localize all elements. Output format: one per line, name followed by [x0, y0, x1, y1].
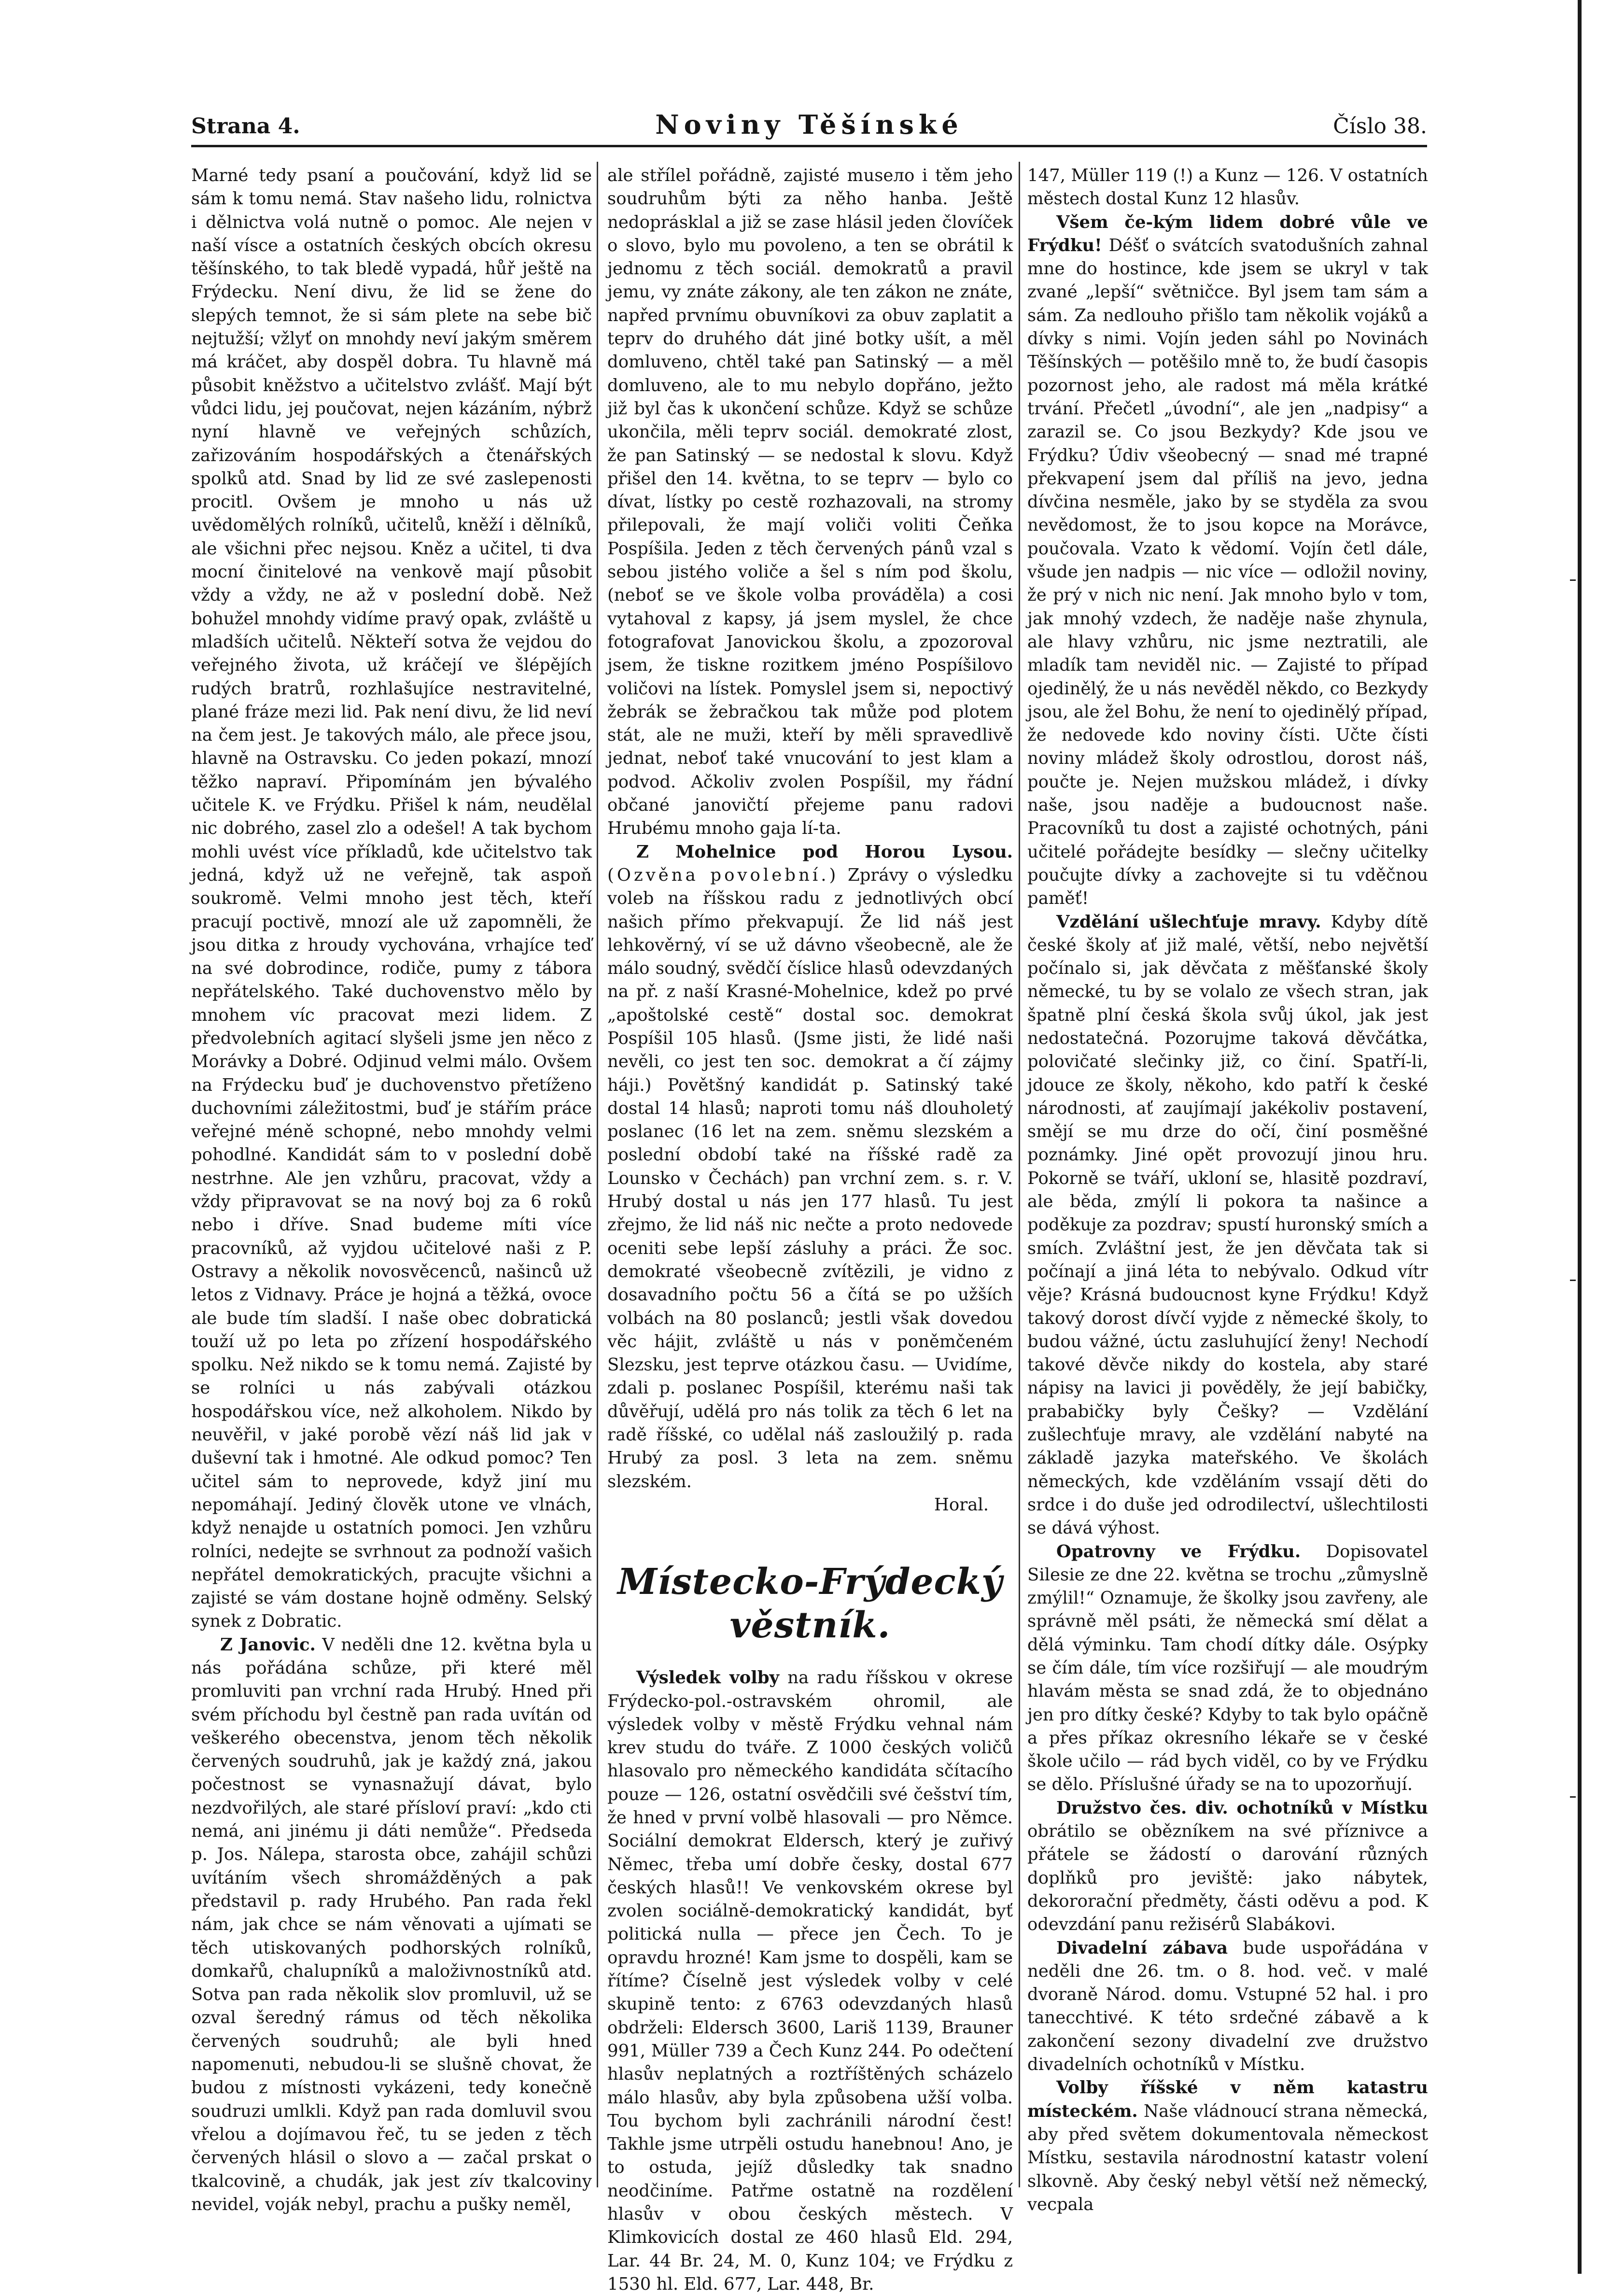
article-body: na radu říšskou v okrese Frýdecko-pol.-ostravském ohromil, ale výsledek volby v městě Frýdku vehnal nám krev studu do tváře. Z 1000 českých voličů hlasovalo pro německého kandidáta sčítacího pouze — 126, ostatní osvědčili své češství tím, že hned v první volbě hlasovali — pro Němce. Sociální demokrat Eldersch, který je zuřivý Němec, třeba umí dobře česky, dostal 677 českých hlasů!! Ve venkovském okrese byl zvolen sociálně-demokratický kandidát, byť politická nulla — přece jen Čech. To je opravdu hrozné! Kam jsme to dospěli, kam se řítíme? Číselně jest výsledek volby v celé skupině tento: z 6763 odevzdaných hlasů obdrželi: Eldersch 3600, Lariš 1139, Brauner 991, Müller 739 a Čech Kunz 244. Po odečtení hlasův neplatných a roztříštěných scházelo málo hlasův, aby byla způsobena užší volba. Tou bychom byli zachránili národní čest! Takhle jsme utrpěli ostudu hanebnou! Ano, je to ostuda, jejíž důsledky tak snadno neodčiníme. Patřme ostatně na rozdělení hlasův v obou českých městech. V Klimkovicích dostal ze 460 hlasů Eld. 294, Lar. 44 Br. 24, M. 0, Kunz 104; ve Frýdku z 1530 hl. Eld. 677, Lar. 448, Br.: [607, 1668, 1013, 2294]
article-text: [607, 841, 1013, 1493]
article-body: Zprávy o výsledku voleb na říšskou radu z jednotlivých obcí našich přímo překvapují. Že lid náš jest lehkověrný, ví se už dávno všeobecně, ale že málo soudný, svědčí číslice hlasů odevzdaných na př. z naší Krasné-Mohelnice, kdež po prvé „apoštolské cestě“ dostal soc. demokrat Pospíšil 105 hlasů. (Jsme jisti, že lidé naši nevěli, co jest ten soc. demokrat a čí zájmy háji.) Povětšný kandidát p. Satinský také dostal 14 hlasů; naproti tomu náš dlouholetý poslanec (16 let na zem. sněmu slezském a poslední období také na říšské radě za Lounsko v Čechách) pan vrchní zem. s. r. V. Hrubý dostal u nás jen 177 hlasů. Tu jest zřejmo, že lid náš nic nečte a proto nedovede oceniti sebe lepší zásluhy a práci. Že soc. demokraté všeobecně zvítězili, je vidno z dosavadního počtu 56 a čítá se po užších volbách na 80 poslanců; jestli však dovedou věc hájit, zvláště u nás v poněmčeném Slezsku, jest teprve otázkou času. — Uvidíme, zdali p. poslanec Pospíšil, kterému naši tak důvěřují, udělá pro nás tolik za těch 6 let na radě říšské, co udělal náš zasloužilý p. rada Hrubý za posl. 3 leta na zem. sněmu slezském.: [607, 865, 1013, 1492]
page-number: Strana 4.: [191, 114, 300, 139]
article-body: obrátilo se obězníkem na své příznivce a přátele se žádostí o darování různých doplňků pro jeviště: jako nábytek, dekororační předměty, části oděvu a pod. K odevzdání panu režisérů Slabákovi.: [1027, 1821, 1428, 1935]
article-heading: Opatrovny ve Frýdku.: [1056, 1541, 1301, 1562]
article-text: [1027, 1797, 1428, 1937]
article-heading: Družstvo čes. div. ochotníků v Místku: [1056, 1798, 1428, 1818]
column-3: [1027, 164, 1428, 2214]
article-text: Marné tedy psaní a poučování, když lid se sám k tomu nemá. Stav našeho lidu, rolnictva i dělnictva volá nutně o pomoc. Ale nejen v naší vísce a ostatních českých obcích okresu těšínského, to tak bledě vypadá, hůř ještě na Frýdecku. Není divu, že lid se žene do slepých temnot, že si sám plete na sebe bič nejtužší; vžlyť on mnohdy neví jakým směrem má kráčet, aby dospěl dobra. Tu hlavně má působit kněžstvo a učitelstvo zvlášť. Mají být vůdci lidu, jej poučovat, nejen kázáním, nýbrž nyní hlavně ve veřejných schůzích, zařizováním hospodářských a čtenářských spolků atd. Snad by lid ze své zaslepenosti procitl. Ovšem je mnoho u nás už uvědomělých rolníků, učitelů, kněží i dělníků, ale všichni přec nejsou. Kněz a učitel, ti dva mocní činitelové na venkově mají působit vždy a vždy, ne až v poslední době. Než bohužel mnohdy vidíme pravý opak, zvláště u mladších učitelů. Někteří sotva že vejdou do veřejného života, už kráčejí ve šlépějích rudých bratrů, rozhlašujíce nestravitelné, plané fráze mezi lid. Pak není divu, že lid neví na čem jest. Je takových málo, ale přece jsou, hlavně na Ostravsku. Co jeden pokazí, mnozí těžko napraví. Připomínám jen bývalého učitele K. ve Frýdku. Přišel k nám, neudělal nic dobrého, zasel zlo a odešel! A tak bychom mohli uvést více příkladů, kde učitelstvo tak jedná, když už ne veřejně, tak aspoň soukromě. Velmi mnoho jest těch, kteří pracují poctivě, mnozí ale už zapomněli, že jsou ditka z hroudy vychována, vrhajíce teď na své dobrodince, rodiče, pumy z tábora nepřátelského. Také duchovenstvo mělo by mnohem víc pracovat mezi lidem. Z předvolebních agitací slyšeli jsme jen něco z Morávky a Dobré. Odjinud velmi málo. Ovšem na Frýdecku buď je duchovenstvo přetíženo duchovními záležitostmi, buď je stářím práce veřejné méně schopné, nebo mnohdy velmi pohodlné. Kandidát sám to v poslední době nestrhne. Ale jen vzhůru, pracovat, vždy a vždy připravovat se na nový boj za 6 roků nebo i dříve. Snad budeme míti více pracovníků, až vyjdou učitelové naši z P. Ostravy a několik novosvěcenců, našinců už letos z Vidnavy. Práce je hojná a těžká, ovoce ale bude tím sladší. I naše obec dobratická touží už po leta po zřízení hospodářského spolku. Než nikdo se k tomu nemá. Zajisté by se rolníci u nás zabývali otázkou hospodářskou více, než alkoholem. Nikdo by neuvěřil, v jaké porobě vězí náš lid jak v duševní tak i hmotné. Ale odkud pomoc? Ten učitel sám to neprovede, když jiní mu nepomáhají. Jediný člověk utone ve vlnách, když nenajde u ostatních pomoci. Jen vzhůru rolníci, nedejte se svrhnout za podnoží vašich nepřátel demokratických, pracujte všichni a zajisté se vám dostane hojně odměny. Selský synek z Dobratic.: [191, 166, 592, 1632]
article-body: bude uspořádána v neděli dne 26. tm. o 8. hod. več. v malé dvoraně Národ. domu. Vstupné 52 hal. i pro tanecchtivé. K této srdečné zábavě a k zakončení sezony divadelní zve družstvo divadelních ochotníků v Místku.: [1027, 1938, 1428, 2075]
page-edge-line: [1578, 0, 1582, 2274]
column-divider: [1019, 162, 1020, 2187]
column-divider: [597, 162, 598, 2187]
article-text: [191, 1634, 592, 2216]
article-heading: Z Mohelnice pod Horou Lysou.: [636, 842, 1013, 862]
article-body: Naše vládnoucí strana německá, aby před světem dokumentovala německost Místku, sestavila národnostní katastr volení slkovně. Aby český nebyl větší než německý, vecpala: [1027, 2101, 1428, 2214]
article-text: [607, 1666, 1013, 2296]
article-heading: Výsledek volby: [636, 1668, 780, 1688]
column-1: [191, 164, 592, 2214]
section-title: Místecko-Frýdecký věstník.: [617, 1561, 1003, 1647]
article-text: [1027, 211, 1428, 911]
article-body: Kdyby dítě české školy ať již malé, větší, nebo největší počínalo si, jak děvčata z měšťanské školy německé, tu by se volalo ze všech stran, jak špatně plní česká škola svůj úkol, jak jest nedostatečná. Pozorujme taková děvčátka, polovičaté slečinky již, co činí. Spatří-li, jdouce ze školy, někoho, kdo patří k české národnosti, ať zaujímají jakékoliv postavení, smějí se mu drze do očí, činí posměšné poznámky. Jiné opět provozují jinou hru. Pokorně se tváří, ukloní se, hlasitě pozdraví, ale běda, zmýlí li pokora ta našince a poděkuje za pozdrav; spustí huronský smích a smích. Zvláštní jest, že jen děvčata tak si počínají a jiná léta to nebývalo. Odkud vítr věje? Krásná budoucnost kyne Frýdku! Když takový dorost dívčí vyjde z německé školy, to budou vážné, úctu zasluhující ženy! Nechodí takové děvče nikdy do kostela, aby staré nápisy na lavici ji pověděly, že její babičky, prababičky byly Češky? — Vzdělání zušlechťuje mravy, ale vzdělání nabyté na základě jazyka mateřského. Ve školách německých, kde vzděláním vssají děti do srdce i do duše jed odrodilectví, ušlechtilosti se dává výhost.: [1027, 912, 1428, 1538]
article-heading: Volby říšské v něm katastru místeckém.: [1027, 2078, 1428, 2121]
article-body: Déšť o svátcích svatodušních zahnal mne do hostince, kde jsem se ukryl v tak zvané „lepší“ světničce. Byl jsem tam sám a sám. Za nedlouho přišlo tam několik vojáků a dívky s nimi. Vojín jeden sáhl po Novinách Těšínských — potěšilo mně to, že budí časopis pozornost jeho, ale radost má měla krátké trvání. Přečetl „úvodní“, ale jen „nadpisy“ a zarazil se. Co jsou Bezkydy? Kde jsou ve Frýdku? Údiv všeobecný — snad mé trapné překvapení jsem dal příliš na jevo, jedna dívčina nesměle, jako by se styděla za svou nevědomost, že to jsou kopce na Morávce, poučovala. Vzato k vědomí. Vojín četl dále, všude jen nadpis — nic více — odložil noviny, že prý v nich nic není. Jak mnoho bylo v tom, jak mnohý vzdech, že naděje naše zhynula, ale hlavy vzhůru, nic jsme neztratili, ale mladík tam neviděl nic. — Zajisté to případ ojedinělý, že u nás nevěděl někdo, co Bezkydy jsou, ale žel Bohu, že není to ojedinělý případ, že nedovede kdo noviny čísti. Učte čísti noviny mládež školy odrostlou, dorost náš, poučte je. Nejen mužskou mládež, i dívky naše, jsou naděje a budoucnost naše. Pracovníků tu dost a zajisté ochotných, páni učitelé pořádejte besídky — slečny učitelky poučujte dívky a zachovejte si tu vděčnou paměť!: [1027, 235, 1428, 909]
page-edge-tick: [1570, 579, 1576, 581]
article-text: 147, Müller 119 (!) a Kunz — 126. V ostatních městech dostal Kunz 12 hlasův.: [1027, 166, 1428, 209]
article-source: (Ozvěna povolební.): [607, 865, 839, 885]
article-text: [1027, 1540, 1428, 1797]
article-heading: Divadelní zábava: [1056, 1938, 1228, 1958]
article-text: [1027, 1937, 1428, 2077]
article-heading: Všem če-kým lidem dobré vůle ve Frýdku!: [1027, 212, 1428, 255]
article-body: V neděli dne 12. května byla u nás pořádána schůze, při které měl promluviti pan vrchní rada Hrubý. Hned při svém příchodu byl čestně pan rada uvítán od veškerého obecenstva, jenom těch několik červených soudruhů, jak je každý zná, jakou počestnost se vynasnažují dávat, bylo nezdvořilých, ale staré přísloví praví: „kdo cti nemá, ani jinému ji dáti nemůže“. Předseda p. Jos. Nálepa, starosta obce, zahájil schůzi uvítáním všech shromážděných a pak představil p. rady Hrubého. Pan rada řekl nám, jak chce se nám věnovati a ujímati se těch utiskovaných podhorských rolníků, domkařů, chalupníků a maloživnostníků atd. Sotva pan rada několik slov promluvil, už se ozval šeredný rámus od těch několika červených soudruhů; ale byli hned napomenuti, nebudou-li se slušně chovat, že budou z místnosti vykázeni, tedy konečně soudruzi umlkli. Když pan rada domluvil svou vřelou a dojímavou řeč, tu se jeden z těch červených hlásil o slovo a — začal prskat o tkalcovině, a chudák, jak jest zív tkalcoviny nevidel, voják nebyl, prachu a pušky neměl,: [191, 1634, 592, 2214]
page-edge-tick: [1570, 1280, 1576, 1281]
page-header: [191, 105, 1427, 149]
newspaper-title: Noviny Těšínské: [655, 109, 963, 140]
page-edge-tick: [1570, 1796, 1576, 1798]
article-body: Dopisovatel Silesie ze dne 22. května se trochu „zůmyslně zmýlil!“ Oznamuje, že školky jsou zavřeny, ale správně měl psáti, že německá smí dělat a dělá výminku. Tam chodí dítky dále. Osýpky se čím dále, tím více rozšiřují — ale moudrým hlavám města se snad zdá, že to objednáno jen pro dítky české? Kdyby to tak bylo opáčně a přes příkaz okresního lékaře se v české škole učilo — rád bych viděl, co by ve Frýdku se dělo. Příslušné úřady se na to upozorňují.: [1027, 1541, 1428, 1795]
article-text: ale střílel pořádně, zajisté museло i těm jeho soudruhům býti za něho hanba. Ještě nedoprásklal a již se zase hlásil jeden človíček o slovo, bylo mu povoleno, a ten se obrátil k jednomu z těch sociál. demokratů a pravil jemu, vy znáte zákony, ale ten zákon ne znáte, napřed prvnímu obuvníkovi za obuv zaplatit a teprv do druhého dát jiné botky ušít, a měl domluveno, chtěl také pan Satinský — a měl domluveno, ale to mu nebylo dopřáno, ježto již byl čas k ukončení schůze. Když se schůze ukončila, měli teprv sociál. demokraté zlost, že pan Satinský — se nedostal k slovu. Když přišel den 14. května, to se teprv — bylo co dívat, lístky po cestě rozhazovali, na stromy přilepovali, že mají voliči voliti Čeňka Pospíšila. Jeden z těch červených pánů vzal s sebou jistého voliče a šel s ním pod školu, (neboť se ve škole volba prováděla) a cosi vytahoval z kapsy, já jsem myslel, že chce fotografovat Janovickou školu, a zpozoroval jsem, že tiskne rozitkem jméno Pospíšilovo voličovi na lístek. Pomyslel jsem si, nepoctivý žebrák se žebračkou tak může pod plotem stát, ale ne muži, kteří by měli spravedlivě jednat, neboť také vnucování to jest klam a podvod. Ačkoliv zvolen Pospíšil, my řádní občané janovičtí přejeme panu radovi Hrubému mnoho gaja lí-ta.: [607, 166, 1013, 839]
article-signature: Horal.: [934, 1494, 989, 1515]
article-text: [1027, 2076, 1428, 2216]
header-rule: [191, 145, 1427, 147]
column-2: [607, 164, 1013, 2294]
article-heading: Vzdělání ušlechťuje mravy.: [1056, 912, 1321, 932]
article-heading: Z Janovic.: [220, 1634, 316, 1655]
issue-number: Číslo 38.: [1333, 114, 1427, 139]
article-text: [1027, 911, 1428, 1540]
